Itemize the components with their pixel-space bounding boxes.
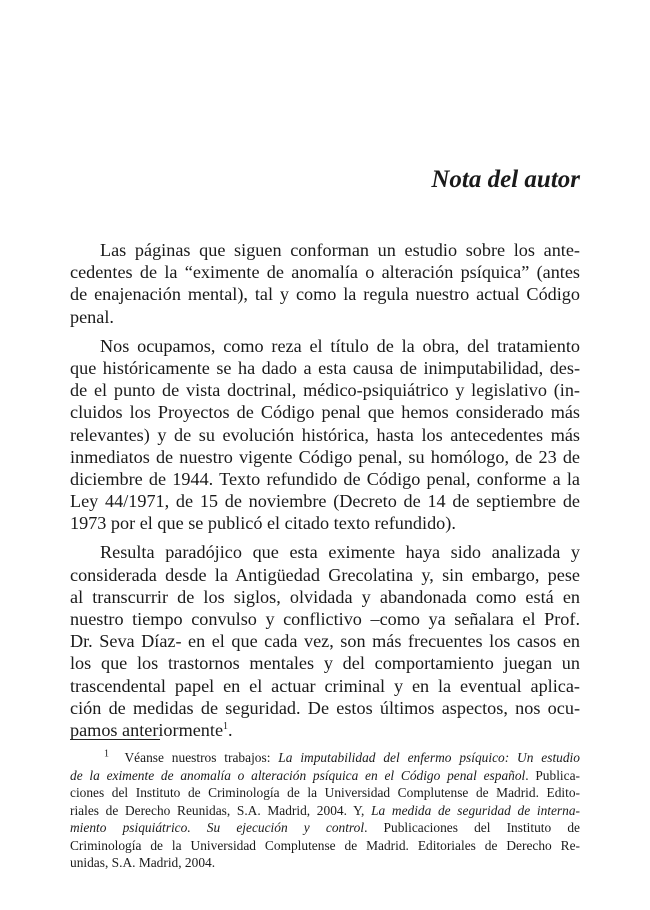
- fn-title: La imputabilidad del enfermo psíquico: Un estudio: [278, 750, 580, 765]
- paragraph-line: inmediatos de nuestro vigente Código penal, su homólogo, de 23 de: [70, 446, 580, 467]
- footnote-line: Criminología de la Universidad Complutense de Madrid. Editoriales de Derecho Re-: [70, 837, 580, 853]
- fn-title: miento psiquiátrico. Su ejecución y control: [70, 820, 365, 835]
- paragraph-line: al transcurrir de los siglos, olvidada y abandonada como está en: [70, 586, 580, 607]
- footnote-line: [70, 749, 580, 767]
- page-title: Nota del autor: [431, 166, 580, 193]
- paragraph-gap: [70, 534, 580, 541]
- footnote-line: [70, 802, 580, 820]
- body-text: [70, 239, 580, 741]
- fn-title: de la eximente de anomalía o alteración psíquica en el Código penal español: [70, 767, 526, 783]
- paragraph-line: 1973 por el que se publicó el citado texto refundido).: [70, 513, 456, 534]
- paragraph-line: que históricamente se ha dado a esta causa de inimputabilidad, des-: [70, 357, 580, 378]
- paragraph-line: de enajenación mental), tal y como la regula nuestro actual Código: [70, 284, 580, 305]
- fn-text: . Publica-: [525, 767, 580, 783]
- paragraph-line: pamos anteriormente$^1$.: [70, 719, 233, 740]
- fn-text: . Publicaciones del Instituto de: [364, 820, 580, 835]
- footnote-line: [70, 767, 580, 785]
- paragraph-line: penal.: [70, 306, 114, 327]
- paragraph-line: nuestro tiempo convulso y conflictivo –como ya señalara el Prof.: [70, 609, 580, 629]
- paragraph-line: Resulta paradójico que esta eximente haya sido analizada y: [100, 542, 580, 563]
- footnote-number: 1: [104, 748, 109, 760]
- paragraph-line: los que los trastornos mentales y del comportamiento juegan un: [70, 653, 580, 674]
- paragraph-line: cluidos los Proyectos de Código penal que hemos considerado más: [70, 402, 580, 423]
- paragraph-line: de el punto de vista doctrinal, médico-psiquiátrico y legislativo (in-: [70, 380, 580, 401]
- paragraph-line: trascendental papel en el actuar criminal y en la eventual aplica-: [70, 675, 580, 696]
- paragraph-line: Nos ocupamos, como reza el título de la obra, del tratamiento: [100, 335, 580, 356]
- paragraph-line: relevantes) y de su evolución histórica, hasta los antecedentes más: [70, 424, 580, 445]
- footnote-line: [70, 819, 580, 837]
- paragraph-gap: [70, 328, 580, 335]
- footnote-line: ciones del Instituto de Criminología de la Universidad Complutense de Madrid. Edito-: [70, 785, 580, 800]
- paragraph-line: diciembre de 1944. Texto refundido de Código penal, conforme a la: [70, 468, 580, 489]
- fn-text: Véanse nuestros trabajos:: [124, 750, 279, 765]
- paragraph-line: Las páginas que siguen conforman un estudio sobre los ante-: [100, 240, 580, 260]
- footnote-line: unidas, S.A. Madrid, 2004.: [70, 855, 216, 870]
- fn-text: riales de Derecho Reunidas, S.A. Madrid, 2004. Y,: [70, 802, 372, 818]
- footnote-reference: 1: [223, 720, 229, 732]
- footnote: [70, 749, 580, 872]
- paragraph-line: Dr. Seva Díaz- en el que cada vez, son más frecuentes los casos en: [70, 631, 580, 652]
- fn-title: La medida de seguridad de interna-: [371, 802, 580, 818]
- paragraph-line: ción de medidas de seguridad. De estos últimos aspectos, nos ocu-: [70, 697, 580, 718]
- paragraph-line: considerada desde la Antigüedad Grecolatina y, sin embargo, pese: [70, 564, 580, 585]
- paragraph-line: Ley 44/1971, de 15 de noviembre (Decreto de 14 de septiembre de: [70, 491, 580, 512]
- footnote-divider: [70, 739, 160, 740]
- paragraph-line: cedentes de la “eximente de anomalía o alteración psíquica” (antes: [70, 262, 580, 283]
